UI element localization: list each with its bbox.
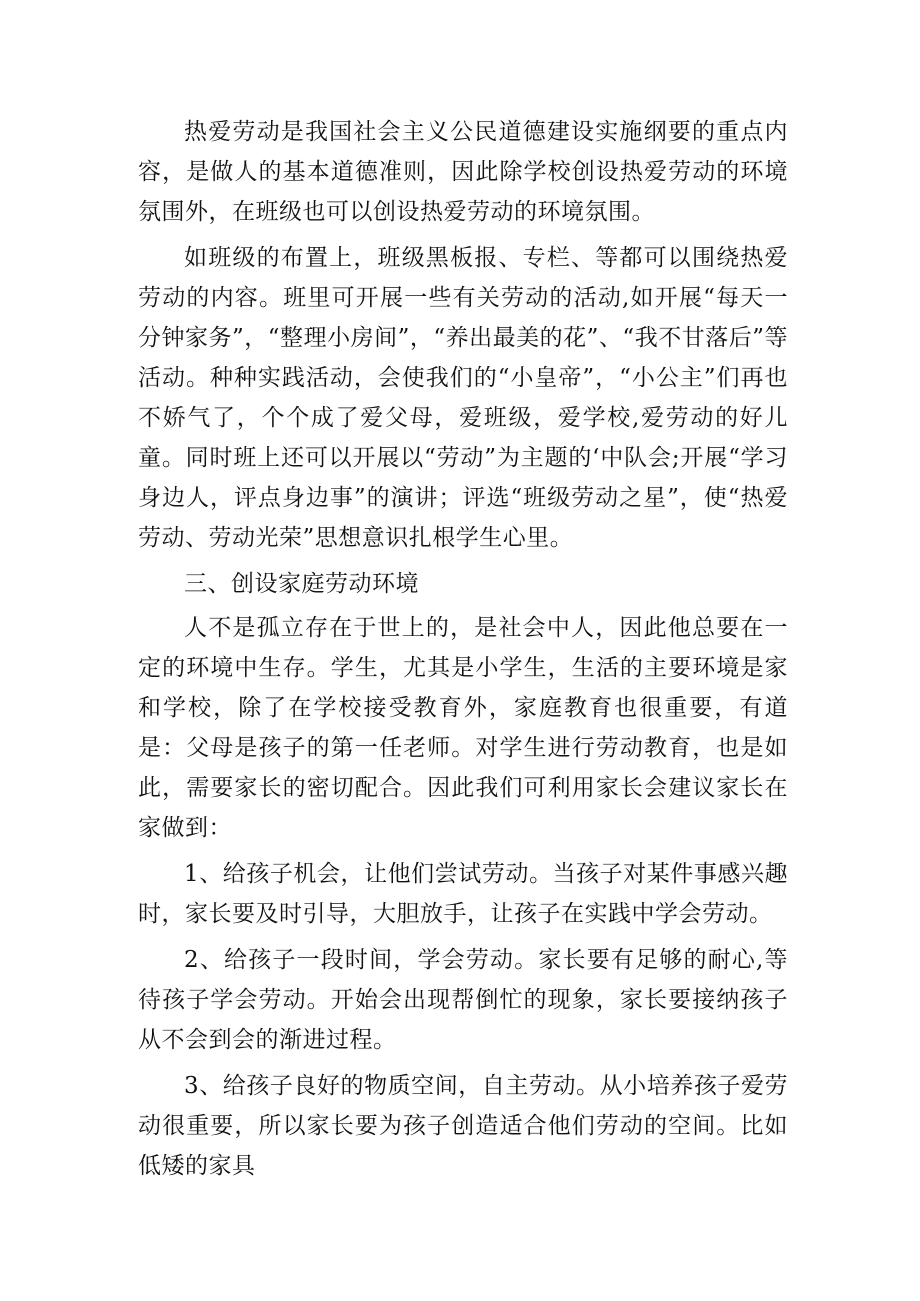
list-item-2: 2、给孩子一段时间，学会劳动。家长要有足够的耐心,等待孩子学会劳动。开始会出现帮倒忙的现象，家长要接纳孩子从不会到会的渐进过程。 <box>138 947 788 1053</box>
list-item-1: 1、给孩子机会，让他们尝试劳动。当孩子对某件事感兴趣时，家长要及时引导，大胆放手，让孩子在实践中学会劳动。 <box>138 861 788 927</box>
section-heading-family-environment: 三、创设家庭劳动环境 <box>184 571 419 597</box>
paragraph-family-education: 人不是孤立存在于世上的，是社会中人，因此他总要在一定的环境中生存。学生，尤其是小学生，生活的主要环境是家和学校，除了在学校接受教育外，家庭教育也很重要，有道是：父母是孩子的第一任老师。对学生进行劳动教育，也是如此，需要家长的密切配合。因此我们可利用家长会建议家长在家做到： <box>138 615 788 841</box>
paragraph-intro: 热爱劳动是我国社会主义公民道德建设实施纲要的重点内容，是做人的基本道德准则，因此除学校创设热爱劳动的环境氛围外，在班级也可以创设热爱劳动的环境氛围。 <box>138 119 788 225</box>
paragraph-class-activities: 如班级的布置上，班级黑板报、专栏、等都可以围绕热爱劳动的内容。班里可开展一些有关劳动的活动,如开展“每天一分钟家务”，“整理小房间”，“养出最美的花”、“我不甘落后”等活动。种种实践活动，会使我们的“小皇帝”，“小公主”们再也不娇气了，个个成了爱父母，爱班级，爱学校,爱劳动的好儿童。同时班上还可以开展以“劳动”为主题的‘中队会;开展“学习身边人，评点身边事”的演讲；评选“班级劳动之星”，使“热爱劳动、劳动光荣”思想意识扎根学生心里。 <box>138 245 788 551</box>
document-body <box>138 112 788 1192</box>
list-item-3: 3、给孩子良好的物质空间，自主劳动。从小培养孩子爱劳动很重要，所以家长要为孩子创造适合他们劳动的空间。比如低矮的家具 <box>138 1073 788 1179</box>
